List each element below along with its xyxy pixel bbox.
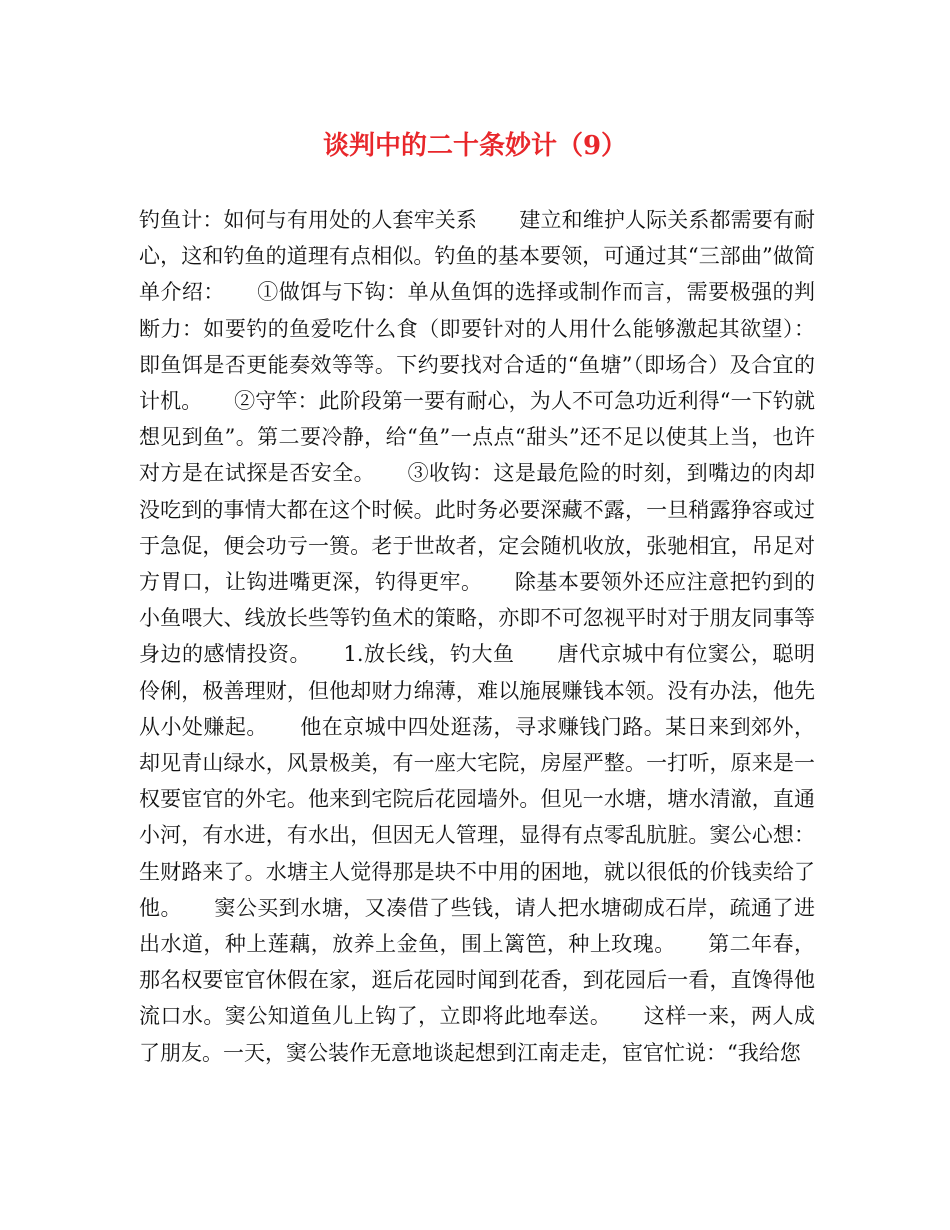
document-title: 谈判中的二十条妙计（9）: [322, 131, 628, 161]
document-body: 钓鱼计：如何与有用处的人套牢关系 建立和维护人际关系都需要有耐心，这和钓鱼的道理有点相似。钓鱼的基本要领，可通过其“三部曲”做简单介绍： ①做饵与下钩：单从鱼饵的选择或制作而言，需要极强的判断力：如要钓的鱼爱吃什么食（即要针对的人用什么能够激起其欲望）：即鱼饵是否更能奏效等等。下约要找对合适的“鱼塘”（即场合）及合宜的计机。 ②守竿：此阶段第一要有耐心，为人不可急功近利得“一下钓就想见到鱼”。第二要冷静，给“鱼”一点点“甜头”还不足以使其上当，也许对方是在试探是否安全。 ③收钩：这是最危险的时刻，到嘴边的肉却没吃到的事情大都在这个时候。此时务必要深藏不露，一旦稍露狰容或过于急促，便会功亏一篑。老于世故者，定会随机收放，张驰相宜，吊足对方胃口，让钩进嘴更深，钓得更牢。 除基本要领外还应注意把钓到的小鱼喂大、线放长些等钓鱼术的策略，亦即不可忽视平时对于朋友同事等身边的感情投资。 1.放长线，钓大鱼 唐代京城中有位窦公，聪明伶俐，极善理财，但他却财力绵薄，难以施展赚钱本领。没有办法，他先从小处赚起。 他在京城中四处逛荡，寻求赚钱门路。某日来到郊外，却见青山绿水，风景极美，有一座大宅院，房屋严整。一打听，原来是一权要宦官的外宅。他来到宅院后花园墙外。但见一水塘，塘水清澈，直通小河，有水进，有水出，但因无人管理，显得有点零乱肮脏。窦公心想：生财路来了。水塘主人觉得那是块不中用的困地，就以很低的价钱卖给了他。 窦公买到水塘，又凑借了些钱，请人把水塘砌成石岸，疏通了进出水道，种上莲藕，放养上金鱼，围上篱笆，种上玫瑰。 第二年春，那名权要宦官休假在家，逛后花园时闻到花香，到花园后一看，直馋得他流口水。窦公知道鱼儿上钩了，立即将此地奉送。 这样一来，两人成了朋友。一天，窦公装作无意地谈起想到江南走走，宦官忙说：“我给您: [139, 208, 815, 1065]
